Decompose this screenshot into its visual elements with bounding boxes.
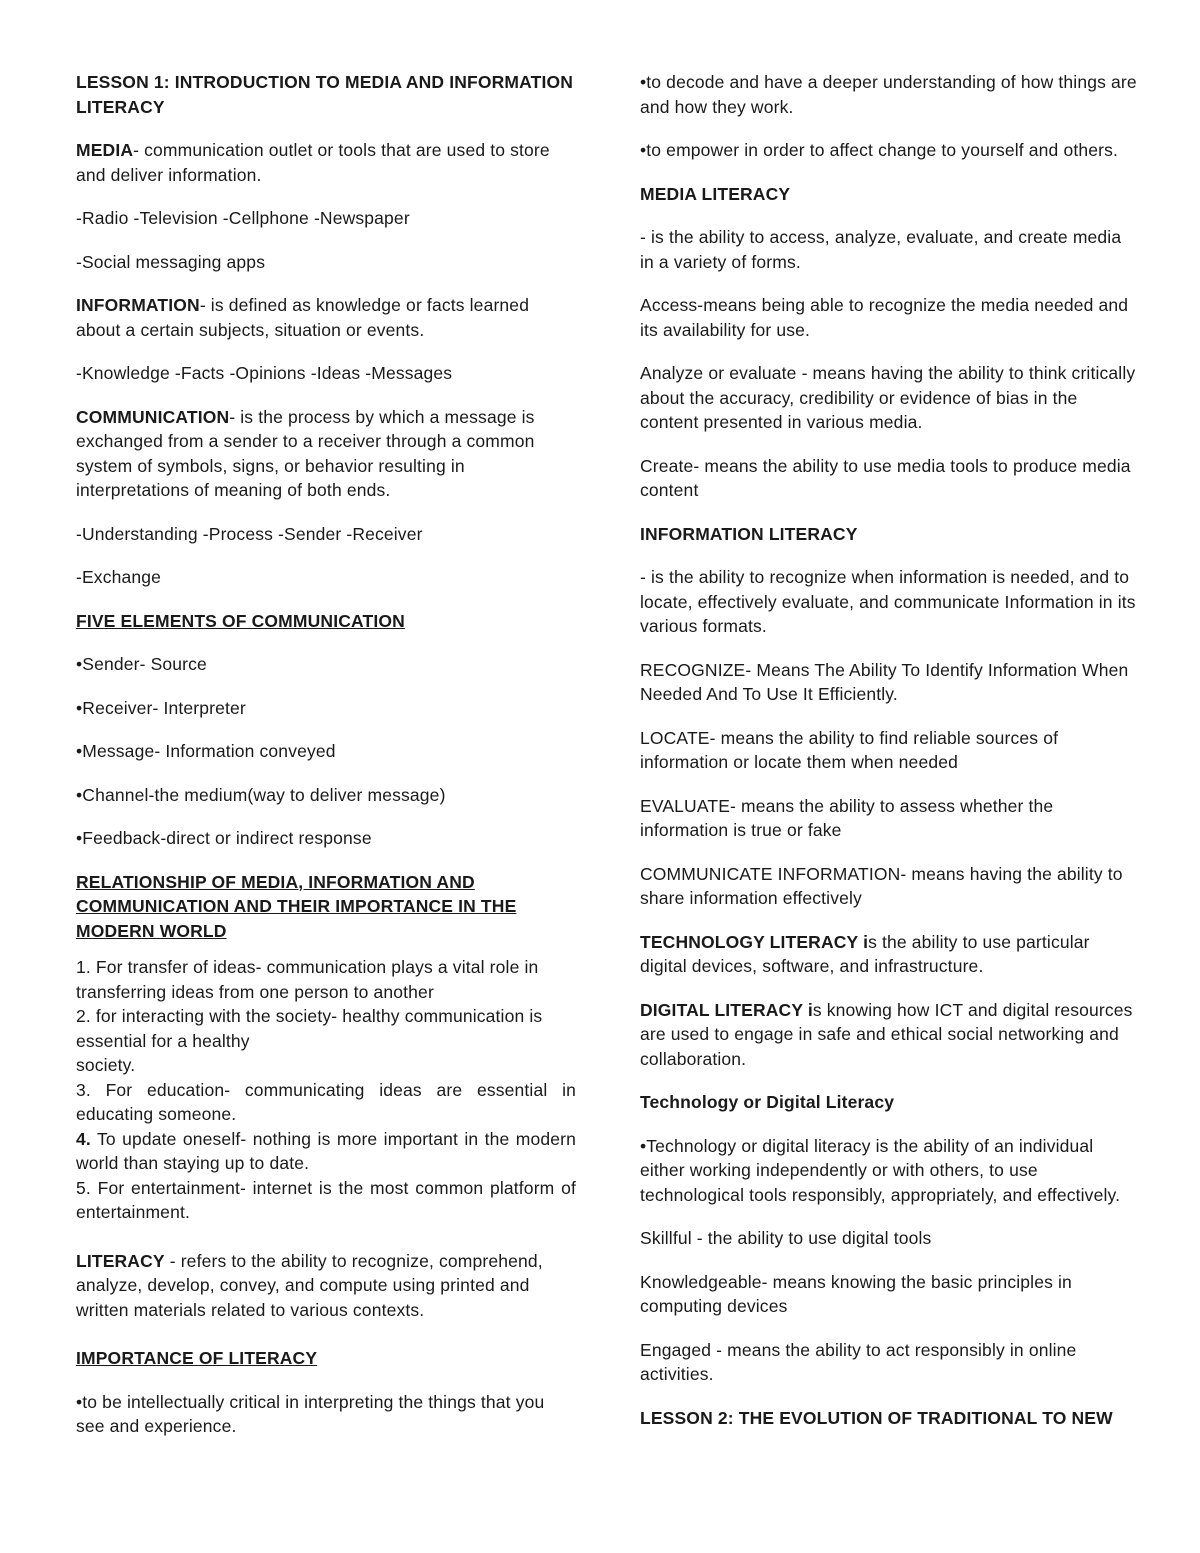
five-elements-heading: FIVE ELEMENTS OF COMMUNICATION (76, 610, 405, 631)
information-examples: -Knowledge -Facts -Opinions -Ideas -Messages (76, 363, 453, 383)
tech-digital-def: •Technology or digital literacy is the ability of an individual either working independently or with others, to use technological tools responsibly, appropriately, and effectively. (640, 1135, 1121, 1205)
importance-literacy-1: •to be intellectually critical in interpreting the things that you see and experience. (76, 1391, 545, 1436)
technology-literacy-def: s the ability to use particular digital devices, software, and infrastructure. (640, 931, 1090, 976)
lesson1-title: LESSON 1: INTRODUCTION TO MEDIA AND INFORMATION LITERACY (76, 72, 574, 117)
left-column (76, 70, 576, 1458)
element-item: •Feedback-direct or indirect response (76, 828, 372, 848)
media-literacy-heading: MEDIA LITERACY (640, 183, 791, 204)
digital-literacy-definition (640, 998, 1140, 1072)
communication-definition (76, 405, 576, 503)
importance-item-1: 1. For transfer of ideas- communication plays a vital role in transferring ideas from one person to another (76, 957, 539, 1002)
communication-examples-2: -Exchange (76, 567, 162, 587)
media-def: - communication outlet or tools that are used to store and deliver information. (76, 140, 550, 185)
evaluate-definition: EVALUATE- means the ability to assess whether the information is true or fake (640, 795, 1054, 840)
technology-literacy-definition (640, 930, 1140, 979)
communicate-information-definition: COMMUNICATE INFORMATION- means having the ability to share information effectively (640, 863, 1123, 908)
tech-digital-heading: Technology or Digital Literacy (640, 1092, 895, 1112)
communication-def: - is the process by which a message is exchanged from a sender to a receiver through a common system of symbols, signs, or behavior resulting in interpretations of meaning of both ends. (76, 406, 535, 500)
create-definition: Create- means the ability to use media tools to produce media content (640, 455, 1131, 500)
media-examples-1: -Radio -Television -Cellphone -Newspaper (76, 208, 410, 228)
importance-item-4-number: 4. (76, 1128, 91, 1149)
recognize-definition: RECOGNIZE- Means The Ability To Identify Information When Needed And To Use It Efficiently. (640, 659, 1129, 704)
information-literacy-def: - is the ability to recognize when information is needed, and to locate, effectively evaluate, and communicate Information in its various formats. (640, 567, 1136, 636)
importance-item-4 (76, 1127, 576, 1176)
information-definition (76, 293, 576, 342)
importance-literacy-3: •to empower in order to affect change to yourself and others. (640, 140, 1119, 160)
access-definition: Access-means being able to recognize the media needed and its availability for use. (640, 295, 1129, 340)
element-item: •Channel-the medium(way to deliver message) (76, 784, 446, 805)
importance-item-4-text: To update oneself- nothing is more important in the modern world than staying up to date. (76, 1128, 576, 1173)
element-item: •Message- Information conveyed (76, 741, 336, 761)
locate-definition: LOCATE- means the ability to find reliable sources of information or locate them when needed (640, 727, 1059, 772)
media-literacy-def: - is the ability to access, analyze, evaluate, and create media in a variety of forms. (640, 227, 1122, 272)
media-definition (76, 138, 576, 187)
literacy-definition (76, 1249, 576, 1323)
communication-term: COMMUNICATION (76, 406, 230, 427)
engaged-definition: Engaged - means the ability to act responsibly in online activities. (640, 1339, 1077, 1384)
importance-item-3: 3. For education- communicating ideas are essential in educating someone. (76, 1079, 576, 1124)
lesson2-title: LESSON 2: THE EVOLUTION OF TRADITIONAL TO NEW (640, 1407, 1113, 1428)
digital-literacy-term: DIGITAL LITERACY i (640, 999, 813, 1020)
information-def: - is defined as knowledge or facts learned about a certain subjects, situation or events. (76, 295, 530, 340)
media-term: MEDIA (76, 140, 134, 160)
information-term: INFORMATION (76, 295, 200, 315)
knowledgeable-definition: Knowledgeable- means knowing the basic principles in computing devices (640, 1271, 1072, 1316)
element-item: •Receiver- Interpreter (76, 697, 246, 718)
right-column (640, 70, 1140, 1449)
importance-literacy-heading: IMPORTANCE OF LITERACY (76, 1348, 318, 1368)
relationship-heading: RELATIONSHIP OF MEDIA, INFORMATION AND COMMUNICATION AND THEIR IMPORTANCE IN THE MODERN WORLD (76, 871, 517, 941)
importance-item-5: 5. For entertainment- internet is the most common platform of entertainment. (76, 1177, 576, 1222)
information-literacy-heading: INFORMATION LITERACY (640, 523, 858, 544)
skillful-definition: Skillful - the ability to use digital tools (640, 1228, 932, 1248)
literacy-term: LITERACY (76, 1250, 165, 1271)
communication-examples-1: -Understanding -Process -Sender -Receiver (76, 523, 423, 544)
importance-item-2: 2. for interacting with the society- healthy communication is essential for a healthy (76, 1006, 543, 1051)
literacy-def: - refers to the ability to recognize, comprehend, analyze, develop, convey, and compute using printed and written materials related to various contexts. (76, 1250, 543, 1320)
importance-literacy-2: •to decode and have a deeper understanding of how things are and how they work. (640, 72, 1137, 117)
element-item: •Sender- Source (76, 654, 207, 674)
importance-item-2-cont: society. (76, 1055, 136, 1075)
media-examples-2: -Social messaging apps (76, 251, 266, 272)
digital-literacy-def: s knowing how ICT and digital resources are used to engage in safe and ethical social networking and collaboration. (640, 999, 1133, 1069)
technology-literacy-term: TECHNOLOGY LITERACY i (640, 931, 869, 952)
analyze-definition: Analyze or evaluate - means having the ability to think critically about the accuracy, credibility or evidence of bias in the content presented in various media. (640, 363, 1136, 432)
